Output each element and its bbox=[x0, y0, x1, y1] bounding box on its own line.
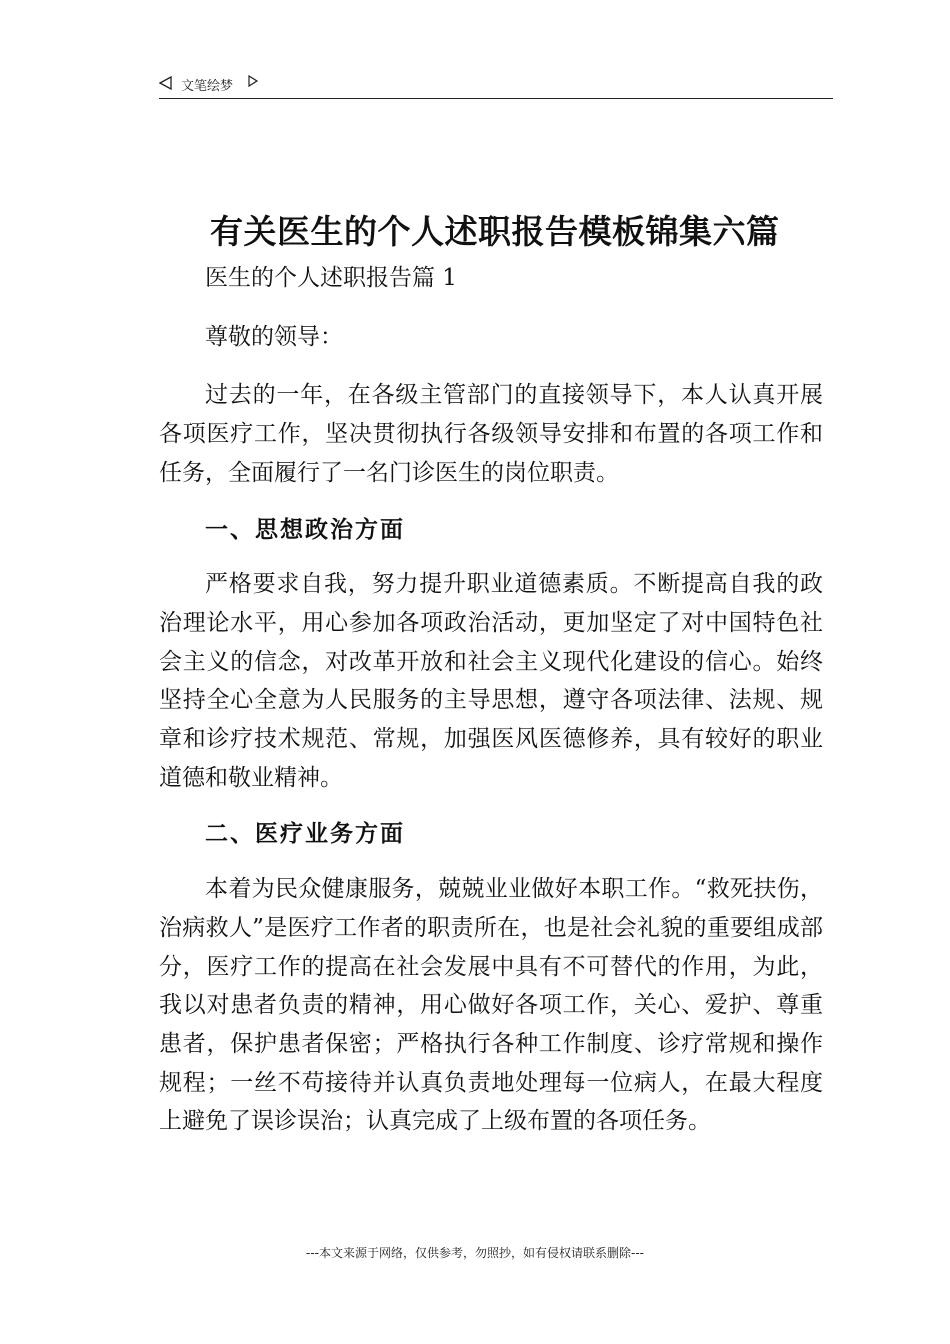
document-subtitle: 医生的个人述职报告篇 1 bbox=[205, 265, 457, 291]
triangle-right-outline-icon bbox=[247, 75, 259, 87]
section-heading-1: 一、思想政治方面 bbox=[205, 515, 405, 543]
section-body-2: 本着为民众健康服务，兢兢业业做好本职工作。“救死扶伤，治病救人”是医疗工作者的职责所在，也是社会礼貌的重要组成部分，医疗工作的提高在社会发展中具有不可替代的作用，为此，我以对患者负责的精神，用心做好各项工作，关心、爱护、尊重患者，保护患者保密；严格执行各种工作制度、诊疗常规和操作规程；一丝不苟接待并认真负责地处理每一位病人，在最大程度上避免了误诊误治；认真完成了上级布置的各项任务。 bbox=[159, 876, 823, 1135]
page-header bbox=[159, 74, 833, 99]
header-brand-text: 文笔绘梦 bbox=[181, 79, 234, 94]
document-title: 有关医生的个人述职报告模板锦集六篇 bbox=[210, 212, 780, 251]
intro-paragraph: 过去的一年，在各级主管部门的直接领导下，本人认真开展各项医疗工作，坚决贯彻执行各级领导安排和布置的各项工作和任务，全面履行了一名门诊医生的岗位职责。 bbox=[159, 382, 823, 486]
section-heading-2: 二、医疗业务方面 bbox=[205, 820, 405, 848]
page-footer-disclaimer: ---本文来源于网络，仅供参考，勿照抄，如有侵权请联系删除--- bbox=[306, 1246, 644, 1260]
greeting: 尊敬的领导： bbox=[205, 323, 343, 350]
document-body bbox=[159, 259, 823, 1141]
section-body-1: 严格要求自我，努力提升职业道德素质。不断提高自我的政治理论水平，用心参加各项政治活动，更加坚定了对中国特色社会主义的信念，对改革开放和社会主义现代化建设的信心。始终坚持全心全意为人民服务的主导思想，遵守各项法律、法规、规章和诊疗技术规范、常规，加强医风医德修养，具有较好的职业道德和敬业精神。 bbox=[159, 571, 823, 791]
triangle-left-outline-icon bbox=[159, 76, 173, 90]
